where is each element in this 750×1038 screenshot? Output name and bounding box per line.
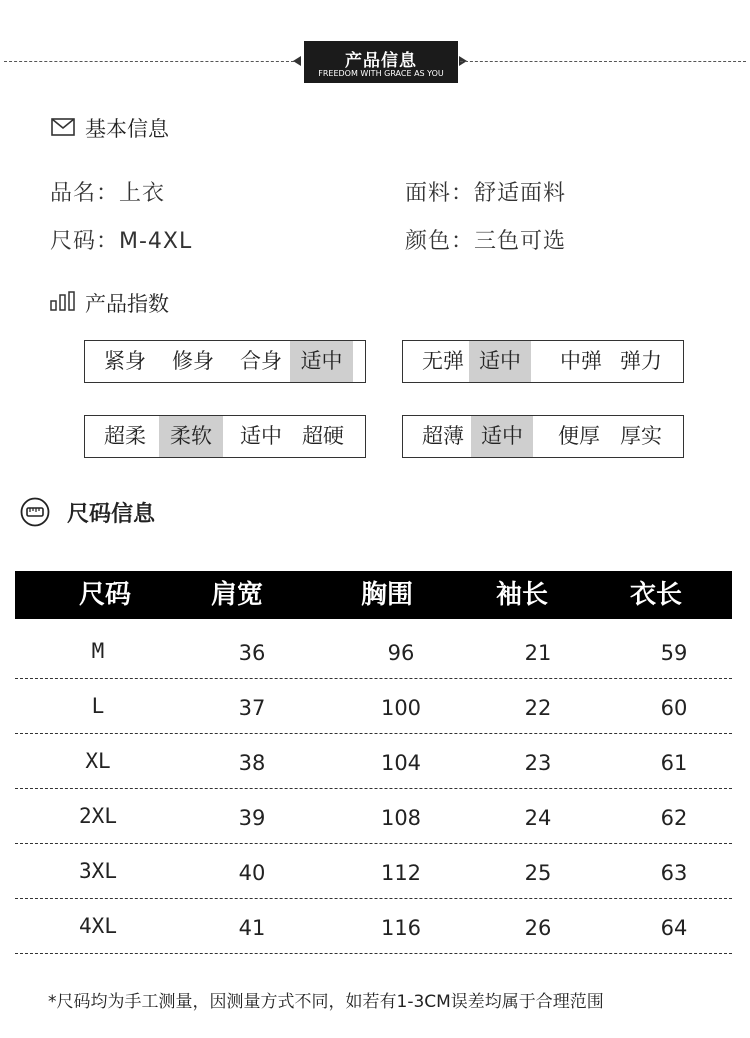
header-divider-left xyxy=(4,61,294,62)
header-arrow-left-icon xyxy=(293,56,301,66)
table-row xyxy=(15,681,732,736)
measurement-cell: 62 xyxy=(660,806,688,830)
row-divider xyxy=(15,953,732,954)
stretch-option: 无弹 xyxy=(422,349,464,373)
basic-info-heading: 基本信息 xyxy=(85,117,169,141)
product-name-label: 品名： xyxy=(50,181,120,206)
measurement-cell: 37 xyxy=(238,696,266,720)
measurement-cell: 59 xyxy=(660,641,688,665)
size-cell: 3XL xyxy=(79,859,117,883)
measurement-cell: 24 xyxy=(524,806,552,830)
measurement-cell: 23 xyxy=(524,751,552,775)
softness-option-selected: 柔软 xyxy=(159,416,223,457)
measurement-cell: 96 xyxy=(387,641,415,665)
measurement-cell: 104 xyxy=(380,751,422,775)
size-table-header xyxy=(15,571,732,619)
thickness-index-box xyxy=(402,415,684,458)
measurement-cell: 39 xyxy=(238,806,266,830)
thickness-option: 厚实 xyxy=(620,424,662,448)
softness-option: 超硬 xyxy=(302,424,344,448)
size-range-row xyxy=(50,224,192,255)
measurement-cell: 116 xyxy=(380,916,422,940)
column-header: 衣长 xyxy=(629,580,682,610)
measurement-cell: 22 xyxy=(524,696,552,720)
size-cell: XL xyxy=(85,749,111,773)
table-row xyxy=(15,791,732,846)
size-range-value: M-4XL xyxy=(119,229,193,254)
fabric-label: 面料： xyxy=(405,181,475,206)
stretch-option: 弹力 xyxy=(620,349,662,373)
measurement-cell: 40 xyxy=(238,861,266,885)
measurement-cell: 100 xyxy=(380,696,422,720)
measurement-cell: 36 xyxy=(238,641,266,665)
measurement-footnote: *尺码均为手工测量，因测量方式不同，如若有1-3CM误差均属于合理范围 xyxy=(48,992,604,1012)
ruler-icon xyxy=(20,497,50,527)
fit-option: 合身 xyxy=(240,349,282,373)
measurement-cell: 61 xyxy=(660,751,688,775)
header-subtitle: FREEDOM WITH GRACE AS YOU xyxy=(318,69,444,78)
color-row xyxy=(405,224,566,255)
size-cell: M xyxy=(91,639,105,663)
fit-option: 修身 xyxy=(172,349,214,373)
measurement-cell: 112 xyxy=(380,861,422,885)
thickness-option-selected: 适中 xyxy=(471,416,533,457)
product-index-heading: 产品指数 xyxy=(85,292,169,316)
table-row xyxy=(15,901,732,956)
measurement-cell: 41 xyxy=(238,916,266,940)
softness-option: 适中 xyxy=(240,424,282,448)
color-label: 颜色： xyxy=(405,229,475,254)
size-info-heading: 尺码信息 xyxy=(67,502,156,527)
table-row xyxy=(15,736,732,791)
measurement-cell: 26 xyxy=(524,916,552,940)
fabric-row xyxy=(405,176,566,207)
stretch-option: 中弹 xyxy=(560,349,602,373)
table-row xyxy=(15,626,732,681)
measurement-cell: 25 xyxy=(524,861,552,885)
fit-index-box xyxy=(84,340,366,383)
measurement-cell: 64 xyxy=(660,916,688,940)
product-name-row xyxy=(50,176,165,207)
column-header: 胸围 xyxy=(360,580,413,610)
envelope-icon xyxy=(51,118,75,136)
measurement-cell: 38 xyxy=(238,751,266,775)
measurement-cell: 60 xyxy=(660,696,688,720)
softness-option: 超柔 xyxy=(104,424,146,448)
stretch-index-box xyxy=(402,340,684,383)
thickness-option: 超薄 xyxy=(422,424,464,448)
column-header: 袖长 xyxy=(495,580,548,610)
table-row xyxy=(15,846,732,901)
softness-index-box xyxy=(84,415,366,458)
product-name-value: 上衣 xyxy=(119,181,166,206)
measurement-cell: 21 xyxy=(524,641,552,665)
size-cell: L xyxy=(91,694,105,718)
size-range-label: 尺码： xyxy=(50,229,120,254)
fit-option: 紧身 xyxy=(104,349,146,373)
measurement-cell: 63 xyxy=(660,861,688,885)
thickness-option: 便厚 xyxy=(558,424,600,448)
fit-option-selected: 适中 xyxy=(290,341,353,382)
measurement-cell: 108 xyxy=(380,806,422,830)
header-divider-right xyxy=(460,61,746,62)
bar-chart-icon xyxy=(50,291,77,311)
fabric-value: 舒适面料 xyxy=(474,181,567,206)
column-header: 肩宽 xyxy=(210,580,263,610)
column-header: 尺码 xyxy=(78,580,131,610)
header-title: 产品信息 xyxy=(345,51,417,71)
size-cell: 2XL xyxy=(79,804,117,828)
color-value: 三色可选 xyxy=(474,229,567,254)
size-cell: 4XL xyxy=(79,914,117,938)
header-banner xyxy=(304,41,458,83)
stretch-option-selected: 适中 xyxy=(469,341,531,382)
